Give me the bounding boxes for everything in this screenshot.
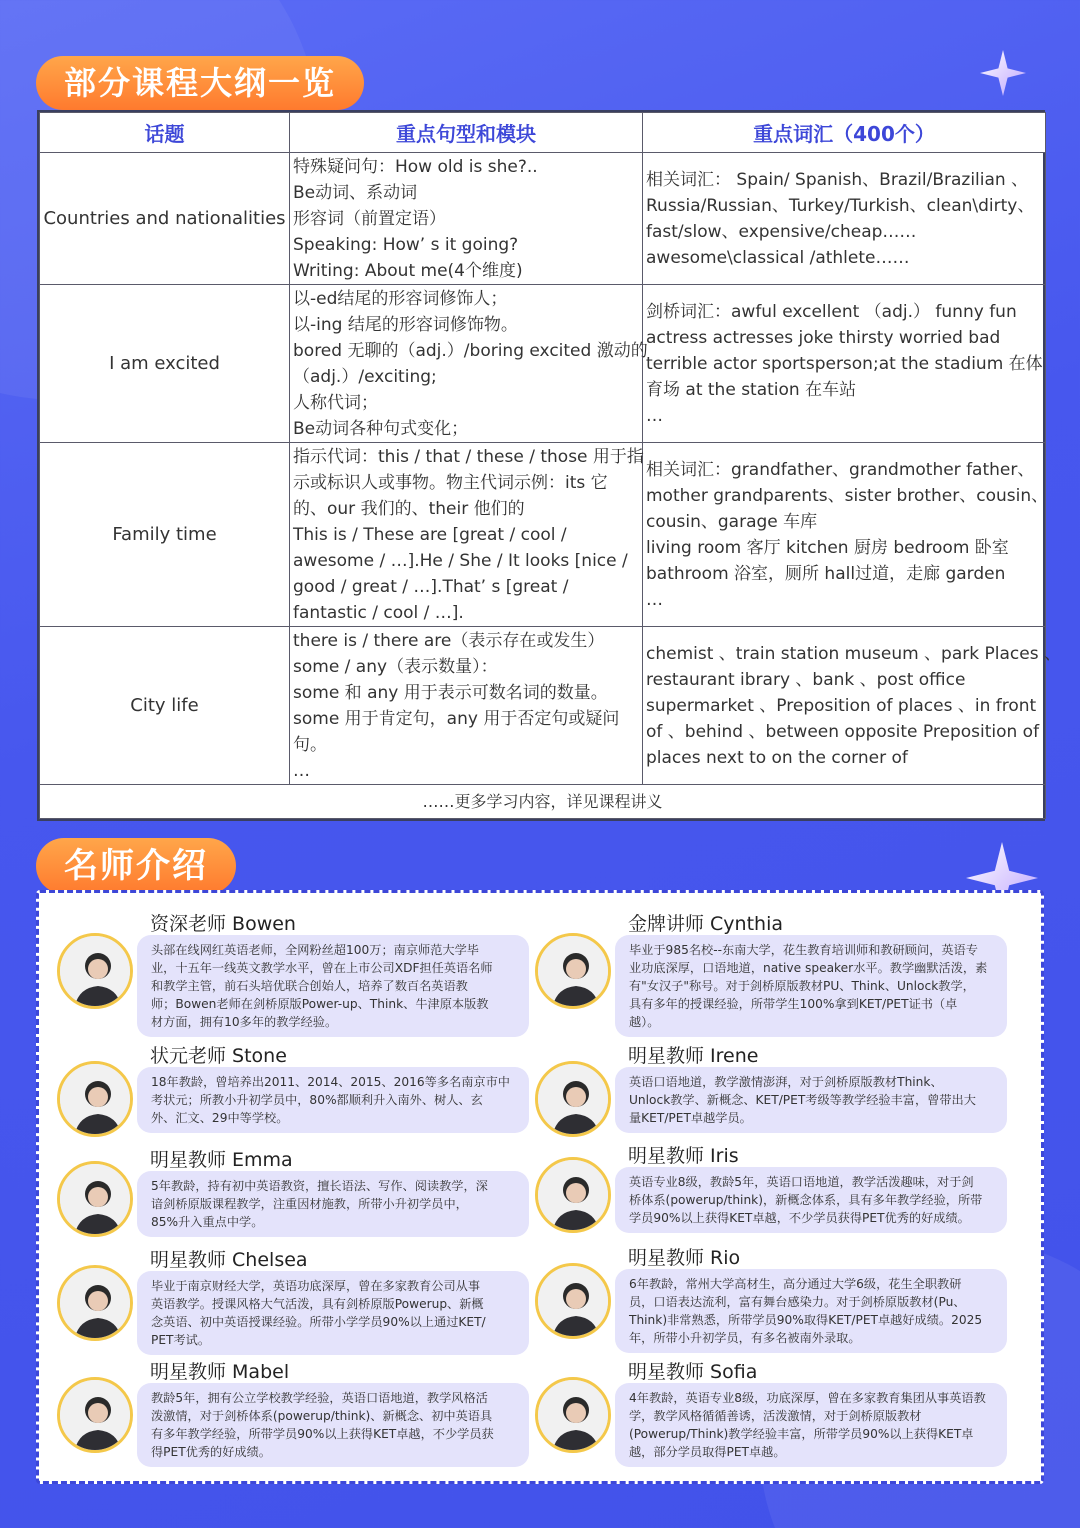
topic-cell: I am excited bbox=[40, 285, 290, 443]
teacher-name: 明星教师 Mabel bbox=[150, 1361, 290, 1383]
table-row bbox=[40, 627, 1046, 785]
teacher-bio bbox=[615, 1383, 1007, 1467]
teacher-bio bbox=[615, 935, 1007, 1037]
vocab-line: awesome\classical /athlete…… bbox=[646, 247, 910, 268]
vocab-line: chemist 、train station museum 、park Places 、 bbox=[646, 643, 1061, 664]
topic-cell: Countries and nationalities bbox=[40, 153, 290, 285]
teacher-name: 状元老师 Stone bbox=[150, 1045, 287, 1067]
vocab-line: … bbox=[646, 589, 663, 610]
sentence-line: Be动词各种句式变化； bbox=[293, 418, 469, 439]
teacher-bio-line: 85%升入重点中学。 bbox=[151, 1215, 264, 1229]
syllabus-title: 部分课程大纲一览 bbox=[36, 56, 364, 110]
sentence-line: 以-ing 结尾的形容词修饰物。 bbox=[293, 314, 518, 335]
teacher-bio-line: 量KET/PET卓越学员。 bbox=[629, 1111, 752, 1125]
teacher-bio-line: 得PET优秀的好成绩。 bbox=[151, 1445, 271, 1459]
sentence-line: （adj.）/exciting; bbox=[293, 366, 437, 387]
sentence-line: some / any（表示数量）： bbox=[293, 656, 498, 677]
teacher-bio-line: 具有多年的授课经验，所带学生100%拿到KET/PET证书（卓 bbox=[629, 997, 958, 1011]
teacher-bio-line: 4年教龄，英语专业8级，功底深厚，曾在多家教育集团从事英语教 bbox=[629, 1391, 986, 1405]
column-header-vocab: 重点词汇（400个） bbox=[643, 113, 1046, 153]
column-header-topic: 话题 bbox=[40, 113, 290, 153]
sentence-line: This is / These are [great / cool / bbox=[293, 524, 567, 545]
sentences-cell bbox=[290, 153, 643, 285]
teacher-avatar bbox=[57, 1377, 133, 1453]
vocab-line: 相关词汇：grandfather、grandmother father、 bbox=[646, 459, 1035, 480]
sentence-line: Writing: About me(4个维度) bbox=[293, 260, 523, 281]
teachers-panel bbox=[36, 890, 1044, 1484]
teacher-bio-line: 桥体系(powerup/think)，新概念体系，具有多年教学经验，所带 bbox=[629, 1193, 983, 1207]
teacher-bio bbox=[615, 1167, 1007, 1233]
sentence-line: … bbox=[293, 760, 310, 781]
teacher-bio bbox=[137, 1383, 529, 1467]
vocab-line: terrible actor sportsperson;at the stadium 在体 bbox=[646, 353, 1043, 374]
teacher-bio-line: 教龄5年，拥有公立学校教学经验，英语口语地道，教学风格活 bbox=[151, 1391, 488, 1405]
teacher-bio-line: 6年教龄，常州大学高材生，高分通过大学6级，花生全职教研 bbox=[629, 1277, 962, 1291]
teacher-bio-line: 毕业于南京财经大学，英语功底深厚，曾在多家教育公司从事 bbox=[151, 1279, 481, 1293]
vocab-cell bbox=[643, 153, 1046, 285]
teacher-bio-line: 念英语、初中英语授课经验。所带小学学员90%以上通过KET/ bbox=[151, 1315, 486, 1329]
teacher-name: 明星教师 Rio bbox=[628, 1247, 741, 1269]
teacher-bio-line: 有多年教学经验，所带学员90%以上获得KET卓越，不少学员获 bbox=[151, 1427, 494, 1441]
sentence-line: some 和 any 用于表示可数名词的数量。 bbox=[293, 682, 608, 703]
sentence-line: fantastic / cool / …]. bbox=[293, 602, 464, 623]
teacher-bio-line: 越，部分学员取得PET卓越。 bbox=[629, 1445, 786, 1459]
teacher-bio-line: PET考试。 bbox=[151, 1333, 211, 1347]
table-row bbox=[40, 285, 1046, 443]
teacher-bio-line: 英语专业8级，教龄5年，英语口语地道，教学活泼趣味，对于剑 bbox=[629, 1175, 974, 1189]
vocab-line: actress actresses joke thirsty worried bad bbox=[646, 327, 1001, 348]
table-row bbox=[40, 153, 1046, 285]
teacher-bio-line: 和教学主管，前石头培优联合创始人，培养了数百名英语教 bbox=[151, 979, 468, 993]
teachers-title: 名师介绍 bbox=[36, 838, 236, 894]
topic-cell: Family time bbox=[40, 443, 290, 627]
vocab-line: of 、behind 、between opposite Preposition of bbox=[646, 721, 1040, 742]
teacher-bio-line: 考状元；所教小升初学员中，80%都顺利升入南外、树人、玄 bbox=[151, 1093, 483, 1107]
teacher-bio-line: (Powerup/Think)教学经验丰富，所带学员90%以上获得KET卓 bbox=[629, 1427, 974, 1441]
vocab-line: places next to on the corner of bbox=[646, 747, 908, 768]
teacher-bio-line: 头部在线网红英语老师，全网粉丝超100万；南京师范大学毕 bbox=[151, 943, 479, 957]
sentence-line: bored 无聊的（adj.）/boring excited 激动的 bbox=[293, 340, 648, 361]
teacher-bio bbox=[615, 1269, 1007, 1353]
more-content-note: ……更多学习内容，详见课程讲义 bbox=[40, 785, 1046, 819]
sentence-line: 人称代词； bbox=[293, 392, 378, 413]
vocab-line: cousin、garage 车库 bbox=[646, 511, 818, 532]
teacher-bio-line: Unlock教学、新概念、KET/PET考级等教学经验丰富，曾带出大 bbox=[629, 1093, 976, 1107]
table-row bbox=[40, 443, 1046, 627]
teacher-bio-line: 有"女汉子"称号。对于剑桥原版教材PU、Think、Unlock教学， bbox=[629, 979, 975, 993]
teacher-avatar bbox=[57, 1061, 133, 1137]
teacher-name: 明星教师 Chelsea bbox=[150, 1249, 308, 1271]
sentence-line: good / great / …].That’ s [great / bbox=[293, 576, 569, 597]
teacher-bio-line: 泼激情，对于剑桥体系(powerup/think)、新概念、初中英语具 bbox=[151, 1409, 493, 1423]
teacher-name: 明星教师 Sofia bbox=[628, 1361, 758, 1383]
vocab-line: bathroom 浴室，厕所 hall过道，走廊 garden bbox=[646, 563, 1006, 584]
teacher-avatar bbox=[535, 1157, 611, 1233]
vocab-line: fast/slow、expensive/cheap…… bbox=[646, 221, 917, 242]
teacher-bio-line: 学员90%以上获得KET卓越，不少学员获得PET优秀的好成绩。 bbox=[629, 1211, 970, 1225]
sentence-line: 指示代词：this / that / these / those 用于指 bbox=[293, 446, 644, 467]
topic-cell: City life bbox=[40, 627, 290, 785]
teacher-bio-line: 师；Bowen老师在剑桥原版Power-up、Think、牛津原本版教 bbox=[151, 997, 489, 1011]
vocab-line: 育场 at the station 在车站 bbox=[646, 379, 857, 400]
sentence-line: 形容词（前置定语） bbox=[293, 208, 446, 229]
teacher-name: 金牌讲师 Cynthia bbox=[628, 913, 784, 935]
teacher-avatar bbox=[535, 1377, 611, 1453]
vocab-cell bbox=[643, 443, 1049, 627]
teacher-bio-line: 英语教学。授课风格大气活泼，具有剑桥原版Powerup、新概 bbox=[151, 1297, 484, 1311]
teacher-name: 明星教师 Iris bbox=[628, 1145, 739, 1167]
teacher-bio bbox=[137, 1171, 529, 1237]
column-header-sentences: 重点句型和模块 bbox=[290, 113, 643, 153]
sentence-line: there is / there are（表示存在或发生） bbox=[293, 630, 605, 651]
teacher-avatar bbox=[535, 933, 611, 1009]
vocab-line: … bbox=[646, 405, 663, 426]
vocab-cell bbox=[643, 285, 1046, 443]
sentence-line: 句。 bbox=[293, 734, 327, 755]
sentence-line: 示或标识人或事物。物主代词示例：its 它 bbox=[293, 472, 608, 493]
teacher-bio bbox=[137, 1067, 529, 1133]
sentence-line: Be动词、系动词 bbox=[293, 182, 418, 203]
teacher-bio-line: 业功底深厚，口语地道，native speaker水平。教学幽默活泼，素 bbox=[629, 961, 988, 975]
teacher-bio-line: 英语口语地道，教学激情澎湃，对于剑桥原版教材Think、 bbox=[629, 1075, 943, 1089]
vocab-cell bbox=[643, 627, 1061, 785]
teacher-bio-line: 材方面，拥有10多年的教学经验。 bbox=[151, 1015, 338, 1029]
sentence-line: 以-ed结尾的形容词修饰人； bbox=[293, 288, 508, 309]
teacher-bio-line: Think)非常熟悉，所带学员90%取得KET/PET卓越好成绩。2025 bbox=[629, 1313, 983, 1327]
vocab-line: Russia/Russian、Turkey/Turkish、clean\dirty、 bbox=[646, 195, 1035, 216]
teacher-avatar bbox=[535, 1061, 611, 1137]
sentence-line: 特殊疑问句：How old is she?.. bbox=[293, 156, 538, 177]
teacher-bio-line: 谙剑桥原版课程教学，注重因材施教，所带小升初学员中， bbox=[151, 1197, 468, 1211]
sentences-cell bbox=[290, 627, 643, 785]
table-header-row bbox=[40, 113, 1046, 153]
teacher-avatar bbox=[57, 1265, 133, 1341]
table-footer-row bbox=[40, 785, 1046, 819]
teacher-bio-line: 业，十五年一线英文教学水平，曾在上市公司XDF担任英语名师 bbox=[151, 961, 493, 975]
vocab-line: supermarket 、Preposition of places 、in front bbox=[646, 695, 1037, 716]
teacher-bio-line: 员，口语表达流利，富有舞台感染力。对于剑桥原版教材(Pu、 bbox=[629, 1295, 966, 1309]
teacher-bio-line: 年，所带小升初学员，有多名被南外录取。 bbox=[629, 1331, 861, 1345]
vocab-line: mother grandparents、sister brother、cousin、 bbox=[646, 485, 1049, 506]
teacher-bio bbox=[137, 935, 529, 1037]
sentence-line: Speaking: How’ s it going? bbox=[293, 234, 519, 255]
vocab-line: living room 客厅 kitchen 厨房 bedroom 卧室 bbox=[646, 537, 1009, 558]
sentences-cell bbox=[290, 443, 643, 627]
sentences-cell bbox=[290, 285, 648, 443]
teacher-avatar bbox=[57, 933, 133, 1009]
teacher-bio bbox=[615, 1067, 1007, 1133]
teacher-bio bbox=[137, 1271, 529, 1355]
vocab-line: restaurant ibrary 、bank 、post office bbox=[646, 669, 966, 690]
teacher-bio-line: 毕业于985名校--东南大学，花生教育培训师和教研顾问，英语专 bbox=[629, 943, 978, 957]
teacher-bio-line: 学，教学风格循循善诱，活泼激情，对于剑桥原版教材 bbox=[629, 1409, 922, 1423]
sentence-line: awesome / …].He / She / It looks [nice / bbox=[293, 550, 628, 571]
vocab-line: 剑桥词汇：awful excellent （adj.） funny fun bbox=[646, 301, 1017, 322]
syllabus-table bbox=[37, 110, 1061, 821]
sparkle-star-icon bbox=[980, 50, 1026, 96]
sentence-line: 的、our 我们的、their 他们的 bbox=[293, 498, 525, 519]
teacher-bio-line: 5年教龄，持有初中英语教资，擅长语法、写作、阅读教学，深 bbox=[151, 1179, 488, 1193]
teacher-bio-line: 越）。 bbox=[629, 1015, 660, 1029]
teacher-name: 明星教师 Emma bbox=[150, 1149, 293, 1171]
sentence-line: some 用于肯定句，any 用于否定句或疑问 bbox=[293, 708, 620, 729]
teacher-bio-line: 外、汇文、29中等学校。 bbox=[151, 1111, 289, 1125]
teacher-bio-line: 18年教龄，曾培养出2011、2014、2015、2016等多名南京市中 bbox=[151, 1075, 510, 1089]
teacher-avatar bbox=[57, 1161, 133, 1237]
vocab-line: 相关词汇： Spain/ Spanish、Brazil/Brazilian 、 bbox=[646, 169, 1029, 190]
teacher-name: 明星教师 Irene bbox=[628, 1045, 759, 1067]
teacher-name: 资深老师 Bowen bbox=[150, 913, 296, 935]
teacher-avatar bbox=[535, 1263, 611, 1339]
